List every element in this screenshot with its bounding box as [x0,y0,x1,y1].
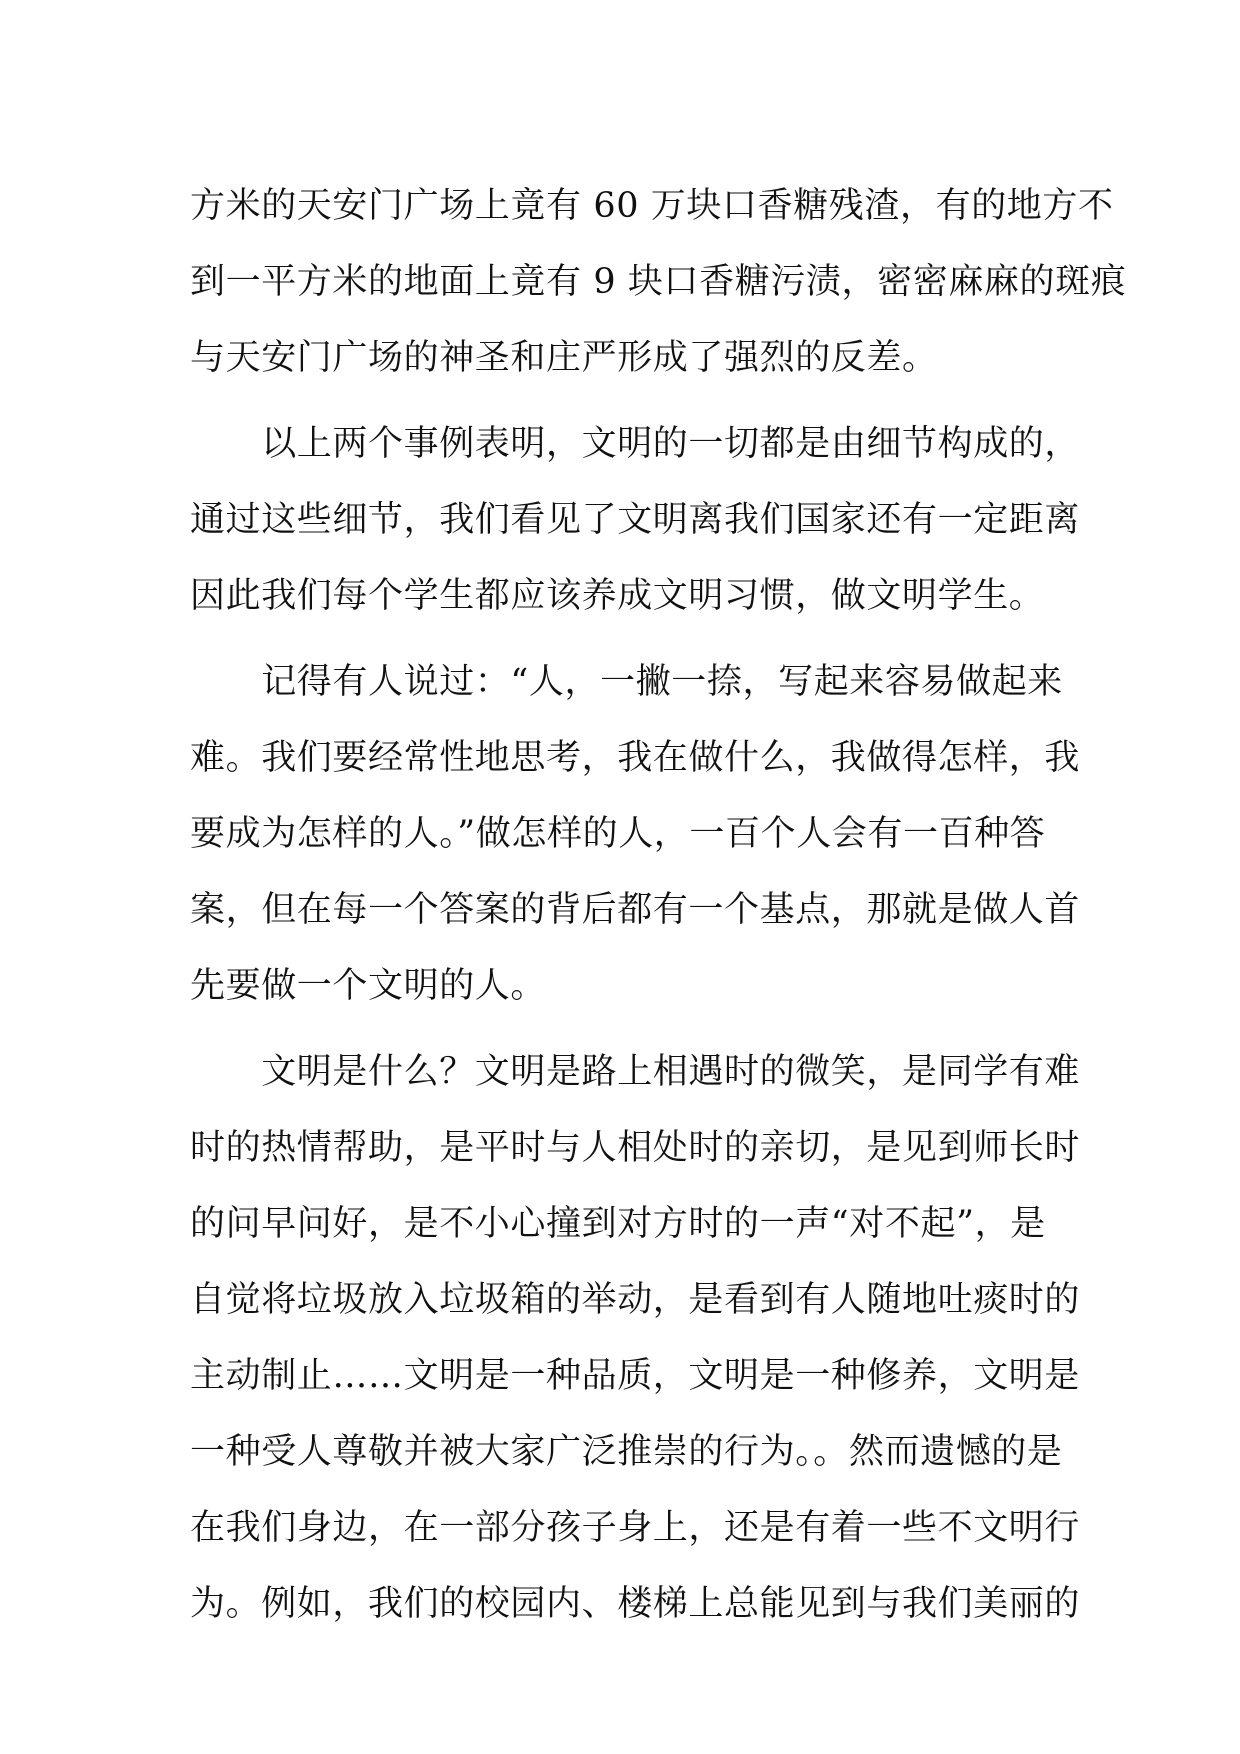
text-line: 到一平方米的地面上竟有 9 块口香糖污渍，密密麻麻的斑痕 [190,262,1127,302]
paragraph [190,168,1127,396]
text-line: 一种受人尊敬并被大家广泛推崇的行为。。然而遗憾的是 [190,1432,1063,1472]
text-line: 因此我们每个学生都应该养成文明习惯，做文明学生。 [190,576,1045,616]
text-line: 文明是什么？文明是路上相遇时的微笑，是同学有难 [190,1052,1081,1092]
text-line: 通过这些细节，我们看见了文明离我们国家还有一定距离 [190,500,1081,540]
text-line: 难。我们要经常性地思考，我在做什么，我做得怎样，我 [190,738,1081,778]
text-line: 案，但在每一个答案的背后都有一个基点，那就是做人首 [190,890,1081,930]
paragraph [190,406,1081,634]
text-line: 以上两个事例表明，文明的一切都是由细节构成的， [190,424,1081,464]
text-line: 的问早问好，是不小心撞到对方时的一声“对不起”，是 [190,1204,1046,1244]
paragraph [190,1034,1081,1642]
text-line: 先要做一个文明的人。 [190,966,547,1006]
text-line: 自觉将垃圾放入垃圾箱的举动，是看到有人随地吐痰时的 [190,1280,1081,1320]
text-line: 与天安门广场的神圣和庄严形成了强烈的反差。 [190,338,938,378]
text-line: 要成为怎样的人。”做怎样的人，一百个人会有一百种答 [190,814,1046,854]
text-line: 时的热情帮助，是平时与人相处时的亲切，是见到师长时 [190,1128,1081,1168]
document-body [190,168,1127,1642]
text-line: 在我们身边，在一部分孩子身上，还是有着一些不文明行 [190,1508,1081,1548]
paragraph-gap [190,634,1060,644]
paragraph-gap [190,1024,1060,1034]
paragraph-gap [190,396,1060,406]
paragraph [190,644,1081,1024]
text-line: 为。例如，我们的校园内、楼梯上总能见到与我们美丽的 [190,1584,1081,1624]
text-line: 方米的天安门广场上竟有 60 万块口香糖残渣，有的地方不 [190,186,1114,226]
text-line: 记得有人说过：“人，一撇一捺，写起来容易做起来 [190,662,1063,702]
text-line: 主动制止……文明是一种品质，文明是一种修养，文明是 [190,1356,1081,1396]
